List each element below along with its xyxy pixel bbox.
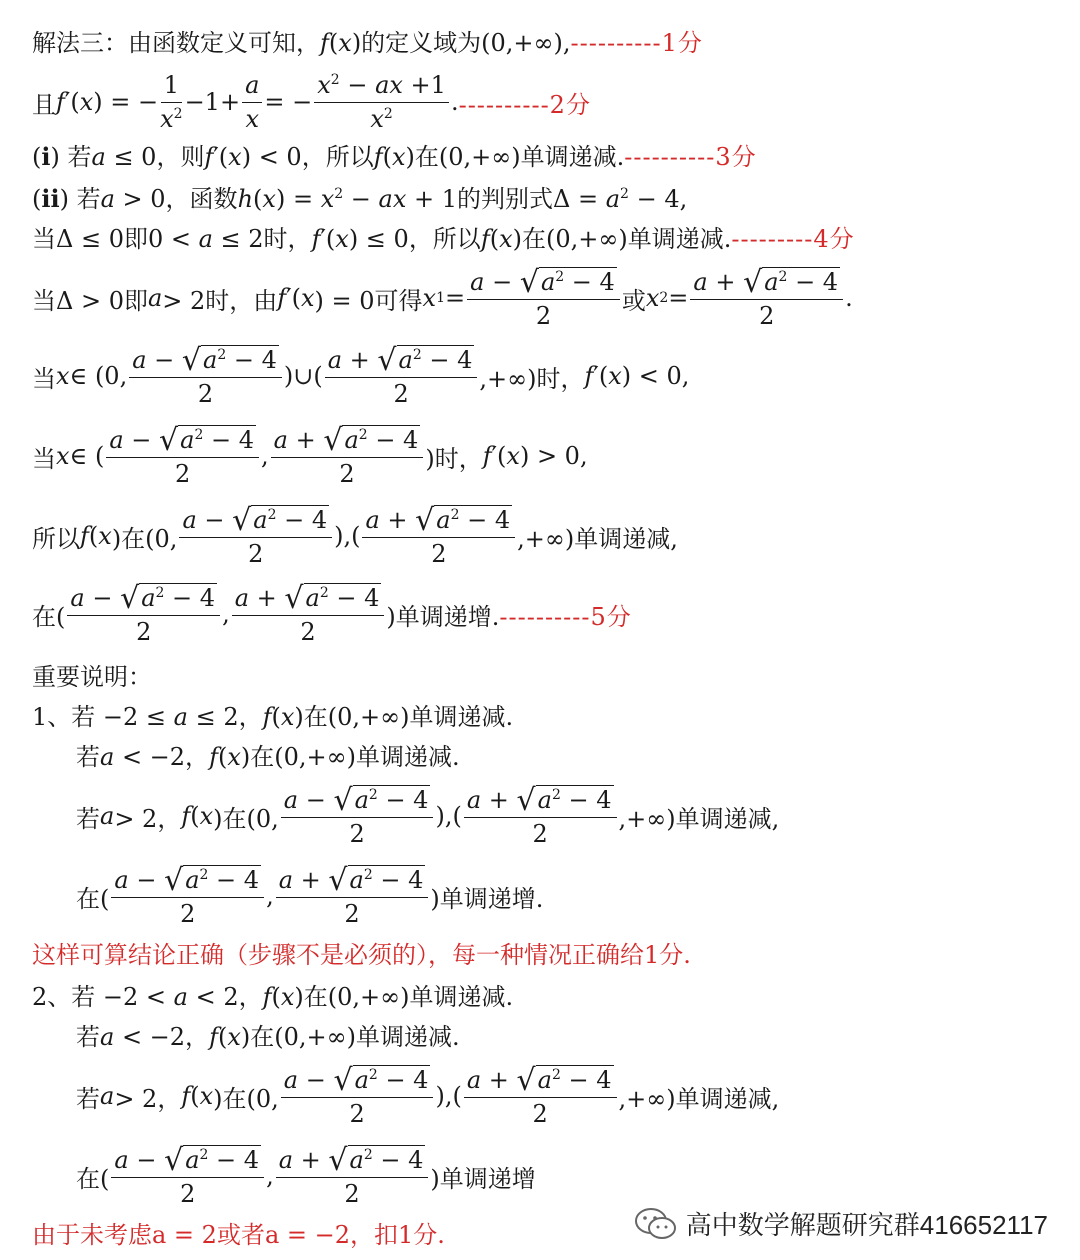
line-decreasing: 所以 f ( x )在(0, a − √ $a^2 - 4$ 2 ),( a + √ $a^2 - 4$ 2 ,+∞)单调递减, xyxy=(32,502,678,568)
watermark xyxy=(634,1205,1048,1242)
watermark-text: 高中数学解题研究群416652117 xyxy=(685,1210,1048,1240)
line-roots: 当Δ > 0即 a > 2时，由 f ′( x ) = 0可得 x 1 = a − √ $a^2 - 4$ 2 或 x 2 = a + √ $a^2 - 4$ 2 . xyxy=(32,264,853,330)
score-4: ---------4分 xyxy=(731,224,855,253)
note1-line1: 1、若 −2 ≤ a ≤ 2，f(x)在(0,+∞)单调递减. xyxy=(32,702,514,731)
note1-line2: 若a < −2，f(x)在(0,+∞)单调递减. xyxy=(76,742,460,771)
score-1: ----------1分 xyxy=(570,28,703,57)
line-interval-neg: 当 x ∈ (0, a − √ $a^2 - 4$ 2 )∪( a + √ $a^2 - 4$ 2 ,+∞)时， f ′( x ) < 0, xyxy=(32,342,690,408)
line-increasing: 在( a − √ $a^2 - 4$ 2 , a + √ $a^2 - 4$ 2 )单调递增. ----------5分 xyxy=(32,580,632,646)
line-domain: 解法三：由函数定义可知，f(x)的定义域为(0,+∞), ----------1分 xyxy=(32,20,703,60)
wechat-icon xyxy=(634,1207,678,1241)
line-case-i: (i) 若a ≤ 0，则f′(x) < 0，所以f(x)在(0,+∞)单调递减. ----------3分 xyxy=(32,134,757,174)
line-case-ii: (ii) 若a > 0，函数$h(x) = x^2$ − ax + 1的判别式$\Delta = a^2 - 4$, xyxy=(32,183,688,213)
note2-line3: 若 a > 2， f ( x )在(0, a − √ $a^2 - 4$ 2 ),( a + √ $a^2 - 4$ 2 ,+∞)单调递减, xyxy=(76,1062,780,1128)
line-delta-le-0: 当Δ ≤ 0即0 < a ≤ 2时，f′(x) ≤ 0，所以f(x)在(0,+∞)单调递减. ---------4分 xyxy=(32,216,855,256)
line-interval-pos: 当 x ∈ ( a − √ $a^2 - 4$ 2 , a + √ $a^2 - 4$ 2 )时， f ′( x ) > 0, xyxy=(32,422,588,488)
note1-line4: 在( a − √ $a^2 - 4$ 2 , a + √ $a^2 - 4$ 2 )单调递增. xyxy=(76,862,544,928)
note1-line3: 若 a > 2， f ( x )在(0, a − √ $a^2 - 4$ 2 ),( a + √ $a^2 - 4$ 2 ,+∞)单调递减, xyxy=(76,782,780,848)
score-3: ----------3分 xyxy=(624,142,757,171)
score-5: ----------5分 xyxy=(499,602,632,631)
line-derivative: 且 f ′( x ) = − 1 $x^2$ −1+ a x = − $x^2$ − ax +1 $x^2$ . ----------2分 xyxy=(32,70,591,133)
note2-line1: 2、若 −2 < a < 2，f(x)在(0,+∞)单调递减. xyxy=(32,982,514,1011)
note2-line2: 若a < −2，f(x)在(0,+∞)单调递减. xyxy=(76,1022,460,1051)
section-important-note: 重要说明： xyxy=(32,662,152,691)
note2-line4: 在( a − √ $a^2 - 4$ 2 , a + √ $a^2 - 4$ 2 )单调递增 xyxy=(76,1142,536,1208)
note1-comment: 这样可算结论正确（步骤不是必须的），每一种情况正确给1分. xyxy=(32,940,691,969)
score-2: ----------2分 xyxy=(458,90,591,119)
note2-comment: 由于未考虑a = 2或者a = −2，扣1分. xyxy=(32,1220,445,1249)
